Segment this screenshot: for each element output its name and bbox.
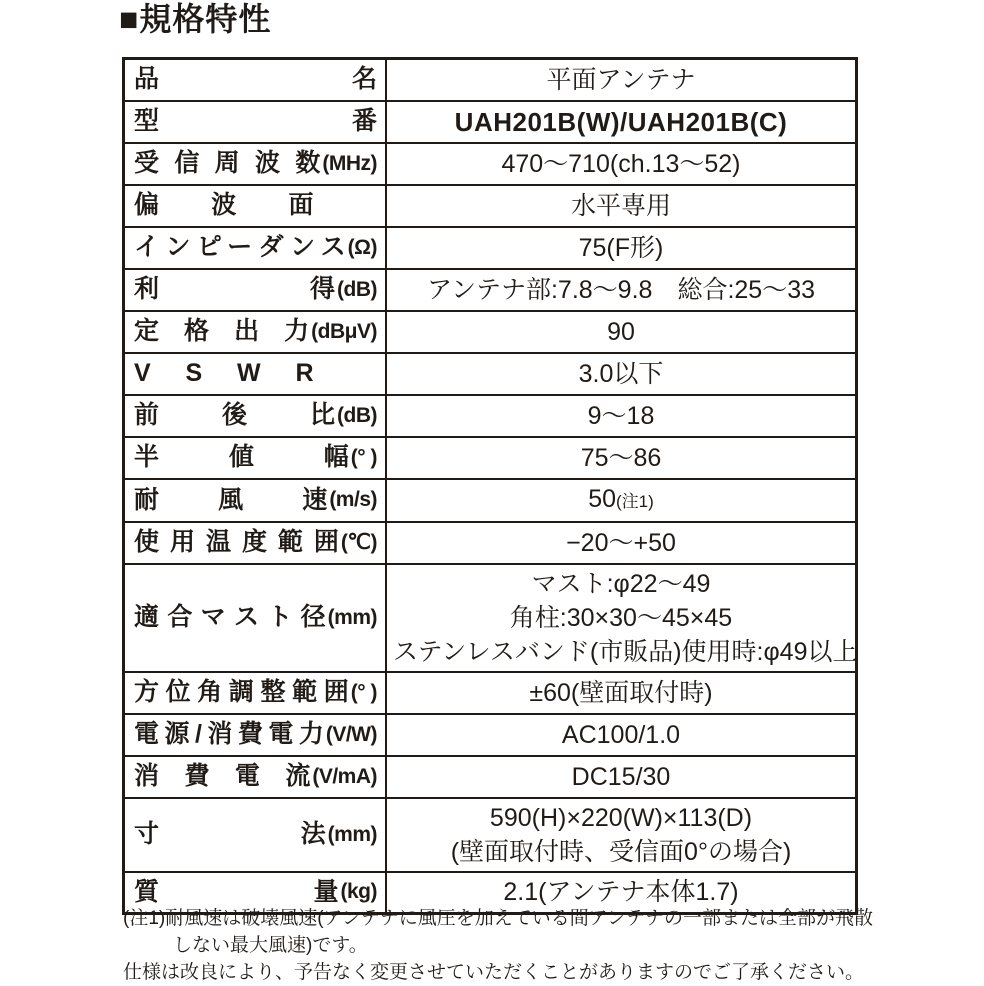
footnote-line: (注1)耐風速は破壊風速(アンテナに風圧を加えている間アンテナの一部または全部が飛散 [123,908,874,929]
spec-label-cell [124,353,387,395]
spec-label-unit: (MHz) [322,151,377,175]
spec-label: 方位角調整範囲 [134,678,349,707]
spec-label: 質 量 [134,877,339,906]
spec-value: 590(H)×220(W)×113(D) [489,803,753,832]
spec-label: 耐 風 速 [134,485,328,514]
page-title: ■規格特性 [119,1,272,37]
spec-value-cell [386,564,857,672]
spec-row [124,798,857,872]
spec-label-unit: (V/mA) [312,764,377,788]
spec-value: 2.1(アンテナ本体1.7) [503,878,739,907]
spec-label: 使用温度範囲 [134,528,339,557]
spec-label: インピーダンス [134,233,346,262]
spec-label-cell [124,59,387,101]
spec-row [124,672,857,714]
spec-row [124,479,857,522]
spec-label-unit: (m/s) [329,488,377,511]
spec-value: ステンレスバンド(市販品)使用時:φ49以上 [393,637,858,666]
spec-label-unit: (kg) [340,880,377,904]
spec-label-cell [124,437,387,479]
spec-value: 75〜86 [580,443,662,472]
spec-label-unit: (dB) [337,277,377,301]
spec-row [124,756,857,798]
spec-value: 90 [607,317,635,346]
spec-label-unit: (mm) [327,822,377,846]
spec-label-cell [124,672,387,714]
spec-row [124,311,857,353]
spec-label: 寸 法 [134,820,326,849]
spec-label-cell [124,479,387,522]
spec-value: DC15/30 [571,762,671,791]
spec-row [124,522,857,564]
spec-label: 受 信 周 波 数 [134,149,321,178]
spec-value-cell [386,395,857,437]
spec-value: 3.0以下 [578,359,664,388]
spec-value-cell [386,101,857,143]
spec-row [124,143,857,185]
spec-label: 電源/消費電力 [134,720,324,749]
spec-label-unit: (mm) [327,605,377,629]
spec-label-cell [124,395,387,437]
footnotes [123,905,874,986]
spec-label-unit: (° ) [350,680,377,704]
spec-label-unit: (V/W) [325,722,377,746]
spec-table [122,57,858,915]
spec-label-unit: (dB) [337,403,377,427]
spec-value: −20〜+50 [566,528,676,557]
spec-value-cell [386,311,857,353]
spec-row [124,564,857,672]
spec-label-unit: (° ) [350,445,377,469]
footnote-ref: (注1) [616,491,654,511]
spec-label-cell [124,714,387,756]
spec-label: 偏 波 面 [134,191,314,220]
spec-row [124,437,857,479]
spec-label-unit: (dBμV) [311,319,377,343]
spec-value-cell [386,437,857,479]
spec-value-cell [386,479,857,522]
spec-label-unit [316,359,378,389]
spec-value-cell [386,59,857,101]
footnote-line: しない最大風速)です。 [173,935,368,956]
spec-row [124,714,857,756]
spec-value: 50(注1) [588,484,654,513]
spec-label-cell [124,522,387,564]
spec-label-cell [124,311,387,353]
spec-row [124,395,857,437]
spec-label-cell [124,143,387,185]
spec-label: 前 後 比 [134,401,336,430]
spec-label-cell [124,185,387,227]
spec-label: 適合マスト径 [134,603,326,632]
spec-value-cell [386,756,857,798]
spec-label: 品 名 [134,65,377,94]
spec-value-cell [386,185,857,227]
spec-value-cell [386,522,857,564]
spec-label-cell [124,756,387,798]
spec-value: マスト:φ22〜49 [531,569,711,598]
spec-label-unit: (℃) [340,531,377,554]
spec-label: 定 格 出 力 [134,317,310,346]
spec-label-unit [316,191,378,221]
spec-value-cell [386,227,857,269]
spec-label-cell [124,227,387,269]
spec-label: 型 番 [134,107,377,136]
spec-value-cell [386,353,857,395]
spec-row [124,101,857,143]
spec-value: アンテナ部:7.8〜9.8 総合:25〜33 [426,275,815,304]
spec-row [124,227,857,269]
spec-row [124,269,857,311]
spec-value: ±60(壁面取付時) [529,678,713,707]
spec-label: 利 得 [134,275,336,304]
spec-label-unit: (Ω) [347,235,377,259]
spec-value: 水平専用 [570,191,671,220]
spec-label-cell [124,798,387,872]
spec-row [124,185,857,227]
spec-value: (壁面取付時、受信面0°の場合) [450,837,792,866]
spec-label-cell [124,101,387,143]
spec-label-cell [124,564,387,672]
spec-value-cell [386,714,857,756]
spec-label-cell [124,269,387,311]
spec-label: 半 値 幅 [134,443,349,472]
spec-row [124,353,857,395]
spec-row [124,59,857,101]
spec-value: AC100/1.0 [561,720,681,749]
spec-value: 75(F形) [578,233,664,262]
spec-value: UAH201B(W)/UAH201B(C) [454,106,788,137]
spec-value-cell [386,143,857,185]
spec-value-cell [386,798,857,872]
spec-value: 角柱:30×30〜45×45 [509,603,733,632]
spec-value-cell [386,672,857,714]
spec-label: V S W R [134,359,314,388]
footnote-line: 仕様は改良により、予告なく変更させていただくことがありますのでご了承ください。 [123,962,865,983]
spec-label: 消 費 電 流 [134,762,311,791]
spec-value: 平面アンテナ [546,65,696,94]
spec-value: 470〜710(ch.13〜52) [501,149,741,178]
spec-value: 9〜18 [587,401,655,430]
spec-value-cell [386,269,857,311]
